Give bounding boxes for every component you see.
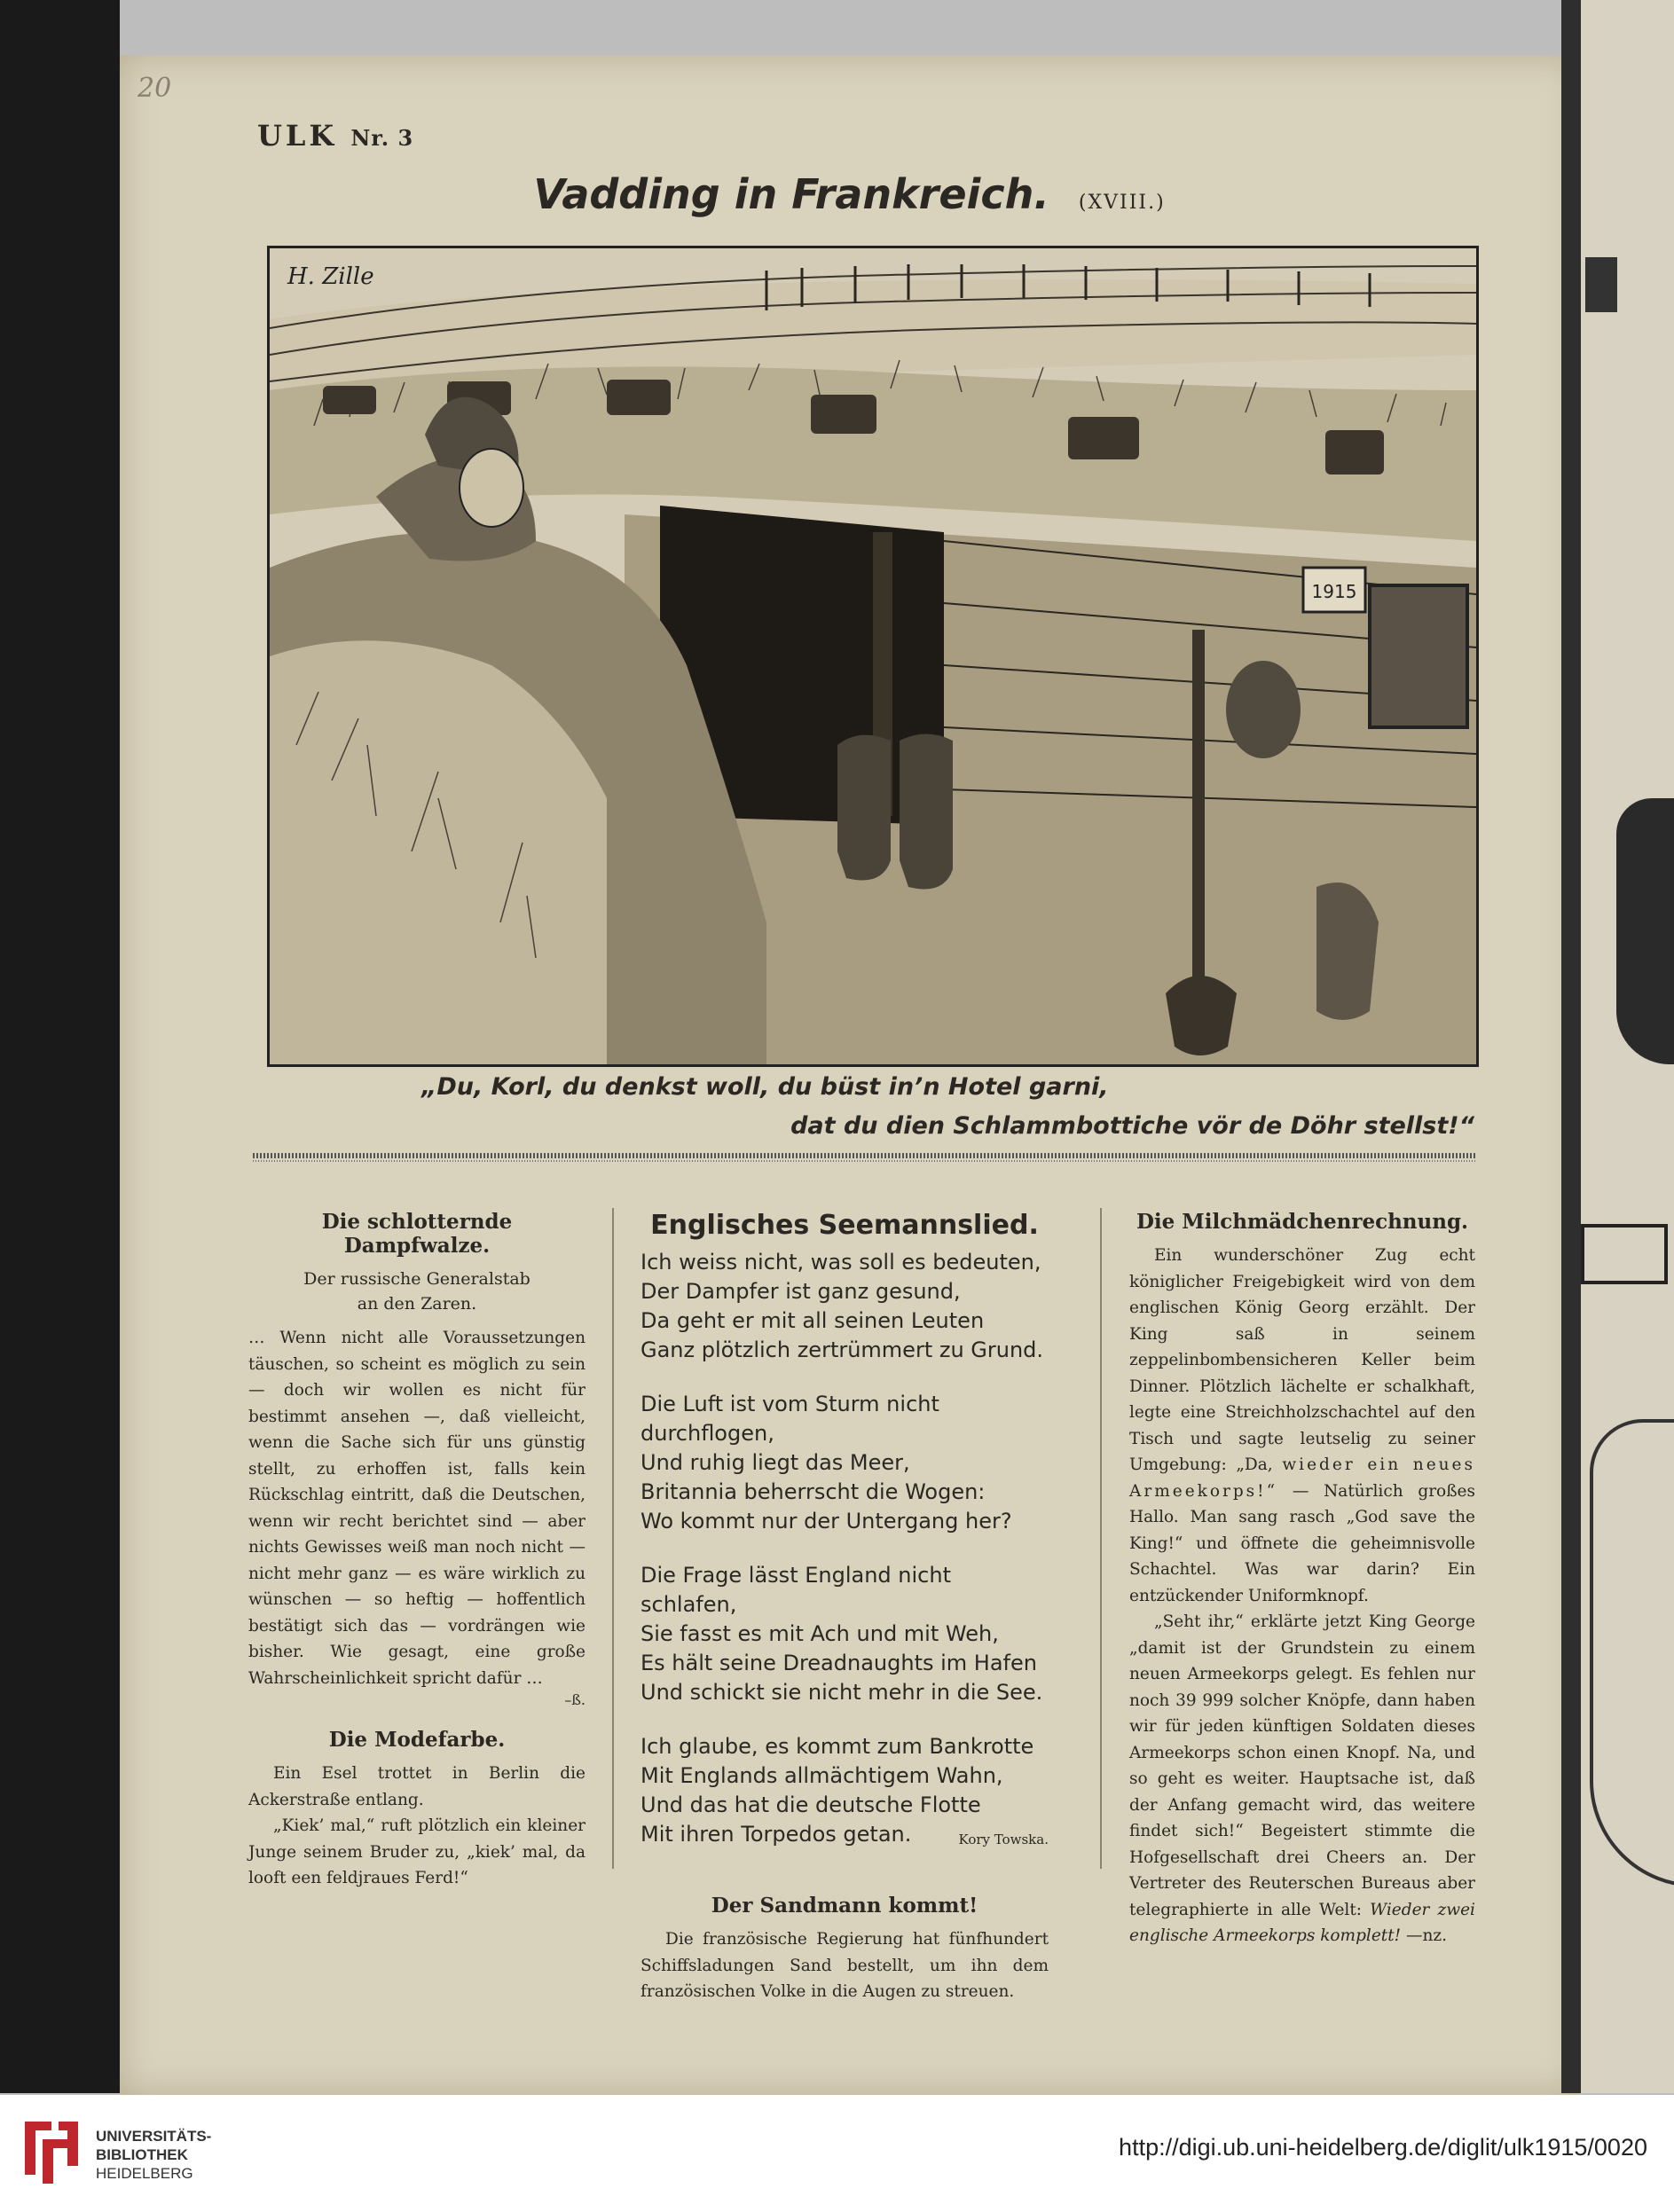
adjacent-page-edge [1581,0,1674,2093]
headline [120,170,1579,218]
caption-line-1: „Du, Korl, du denkst woll, du büst in’n Hotel garni, [421,1073,1109,1101]
poem-stanza-2 [641,1390,1049,1536]
poem-line: Mit Englands allmächtigem Wahn, [641,1763,1003,1788]
article-body-milchmaedchen-p2 [1129,1609,1475,1949]
headline-main: Vadding in Frankreich. [533,170,1049,218]
column-middle [641,1210,1049,2005]
column-divider-2 [1100,1208,1102,1869]
body-text-spaced: wieder ein neues Armeekorps!“ [1129,1455,1475,1501]
article-heading-milchmaedchen: Die Milchmädchenrechnung. [1136,1210,1469,1234]
body-text: Ein wunderschöner Zug echt königlicher Freigebigkeit wird von dem englischen König Georg erzählt. Der King saß in seinem zeppelinbombensicheren Keller beim Dinner. Plötzlich lächelte er schalkhaft, legte eine Streichholzschachtel auf den Tisch und sagte leutselig zu seiner Umgebung: „Da, [1129,1246,1475,1474]
column-divider-1 [612,1208,614,1869]
poem-stanza-3 [641,1561,1049,1707]
book-gutter [1561,0,1581,2093]
poem-line: Und schickt sie nicht mehr in die See. [641,1680,1043,1705]
issue-header [257,119,413,153]
source-url-link[interactable]: http://digi.ub.uni-heidelberg.de/diglit/ulk1915/0020 [1119,2134,1647,2161]
poem-heading: Englisches Seemannslied. [650,1210,1039,1241]
poem-stanza-4 [641,1732,1049,1849]
poem-line: Sie fasst es mit Ach und mit Weh, [641,1621,999,1646]
poem-last-line: Mit ihren Torpedos getan. [641,1822,912,1847]
poem-line: Britannia beherrscht die Wogen: [641,1479,986,1504]
poem-stanza-1 [641,1248,1049,1365]
body-text: — Natürlich großes Hallo. Man sang rasch „God save the King!“ und öffnete die geheimnisvolle Schachtel. Was war darin? Ein entzückender Uniformknopf. [1129,1481,1475,1605]
poem-line: Der Dampfer ist ganz gesund, [641,1279,961,1304]
article-signature: —nz. [1405,1926,1448,1945]
subheading-line-2: an den Zaren. [357,1294,477,1314]
article-heading-dampfwalze: Die schlotternde Dampfwalze. [321,1210,513,1258]
article-heading-sandmann: Der Sandmann kommt! [711,1894,978,1918]
column-left [248,1210,586,1892]
library-name-line: UNIVERSITÄTS- [96,2128,212,2145]
library-footer [0,2095,1674,2212]
newspaper-page [120,55,1579,2095]
adjacent-page-logo [1585,257,1617,312]
poem-body [641,1248,1049,1849]
caption-line-2: dat du dien Schlammbottiche vör de Döhr stellst!“ [790,1112,1474,1140]
article-body-modefarbe-p2: „Kiek’ mal,“ ruft plötzlich ein kleiner Junge seinem Bruder zu, „kiek’ mal, da looft een feldjraues Ferd!“ [248,1816,586,1887]
library-logo-icon [16,2113,87,2188]
artist-signature: H. Zille [287,263,374,290]
library-name-line: HEIDELBERG [96,2165,193,2182]
article-body-modefarbe-p1: Ein Esel trottet in Berlin die Ackerstraße entlang. [248,1764,586,1809]
poem-line: Ich weiss nicht, was soll es bedeuten, [641,1250,1041,1275]
trench-illustration [267,246,1479,1067]
column-right [1129,1210,1475,1949]
library-name [96,2127,211,2183]
poem-author: Kory Towska. [958,1832,1049,1847]
adjacent-page-drawing [1581,1224,1668,1284]
article-heading-modefarbe: Die Modefarbe. [328,1728,506,1752]
adjacent-page-drawing [1616,798,1674,1064]
subheading-line-1: Der russische Generalstab [303,1269,530,1289]
library-name-line: BIBLIOTHEK [96,2146,188,2163]
section-divider [253,1153,1475,1158]
pencil-page-mark: 20 [138,73,172,104]
poem-line: Ganz plötzlich zertrümmert zu Grund. [641,1337,1044,1362]
poem-line: Die Frage lässt England nicht schlafen, [641,1563,951,1617]
section-divider-thin [253,1160,1475,1162]
adjacent-page-drawing [1590,1419,1674,1887]
poem-line: Ich glaube, es kommt zum Bankrotte [641,1734,1034,1759]
poem-line: Es hält seine Dreadnaughts im Hafen [641,1651,1037,1675]
article-body-milchmaedchen-p1 [1129,1243,1475,1609]
issue-number: Nr. 3 [350,125,414,151]
body-text: „Seht ihr,“ erklärte jetzt King George „damit ist der Grundstein zu einem neuen Armeekorps gelegt. Es fehlen nur noch 39 999 solcher Knöpfe, dann haben wir für jeden künftigen Soldaten dieses Armeekorps schon einen Knopf. Na, und so geht es weiter. Hauptsache ist, daß der Anfang gemacht wird, das weitere findet sich!“ Begeistert stimmte die Hofgesellschaft drei Cheers an. Der Vertreter des Reuterschen Bureaus aber telegraphierte in alle Welt: [1129,1612,1475,1919]
article-body-dampfwalze: … Wenn nicht alle Voraussetzungen täuschen, so scheint es möglich zu sein — doch wir wollen es nicht für bestimmt ansehen —, daß vielleicht, wenn die Sache sich für uns günstig stellt, zu erhoffen ist, falls kein Rückschlag eintritt, daß die Deutschen, wenn wir recht berichtet sind — aber nichts Gewisses weiß man noch nicht — nicht mehr ganz — es wäre wirklich zu wünschen — so heftig — hoffentlich bestätigt sich das — vordrängen wie bisher. Wie gesagt, eine große Wahrscheinlichkeit spricht dafür … [248,1329,586,1688]
poem-line: Da geht er mit all seinen Leuten [641,1308,985,1333]
poem-line: Und das hat die deutsche Flotte [641,1792,981,1817]
article-subheading [248,1267,586,1316]
headline-numeral: (XVIII.) [1078,192,1166,214]
article-body-sandmann: Die französische Regierung hat fünfhundert Schiffsladungen Sand bestellt, um ihn dem französischen Volke in die Augen zu streuen. [641,1930,1049,2001]
scan-background-left [0,0,120,2093]
article-signature: –ß. [564,1691,586,1708]
trench-drawing [270,248,1476,1064]
body-text-italic: Wieder zwei englische Armeekorps komplett! [1129,1900,1475,1945]
poem-line: Und ruhig liegt das Meer, [641,1450,910,1475]
poem-line [641,1820,1049,1849]
magazine-title: ULK [257,119,338,153]
dugout-sign-text: 1915 [1311,581,1357,602]
poem-line: Die Luft ist vom Sturm nicht durchflogen, [641,1392,939,1446]
poem-line: Wo kommt nur der Untergang her? [641,1509,1012,1533]
